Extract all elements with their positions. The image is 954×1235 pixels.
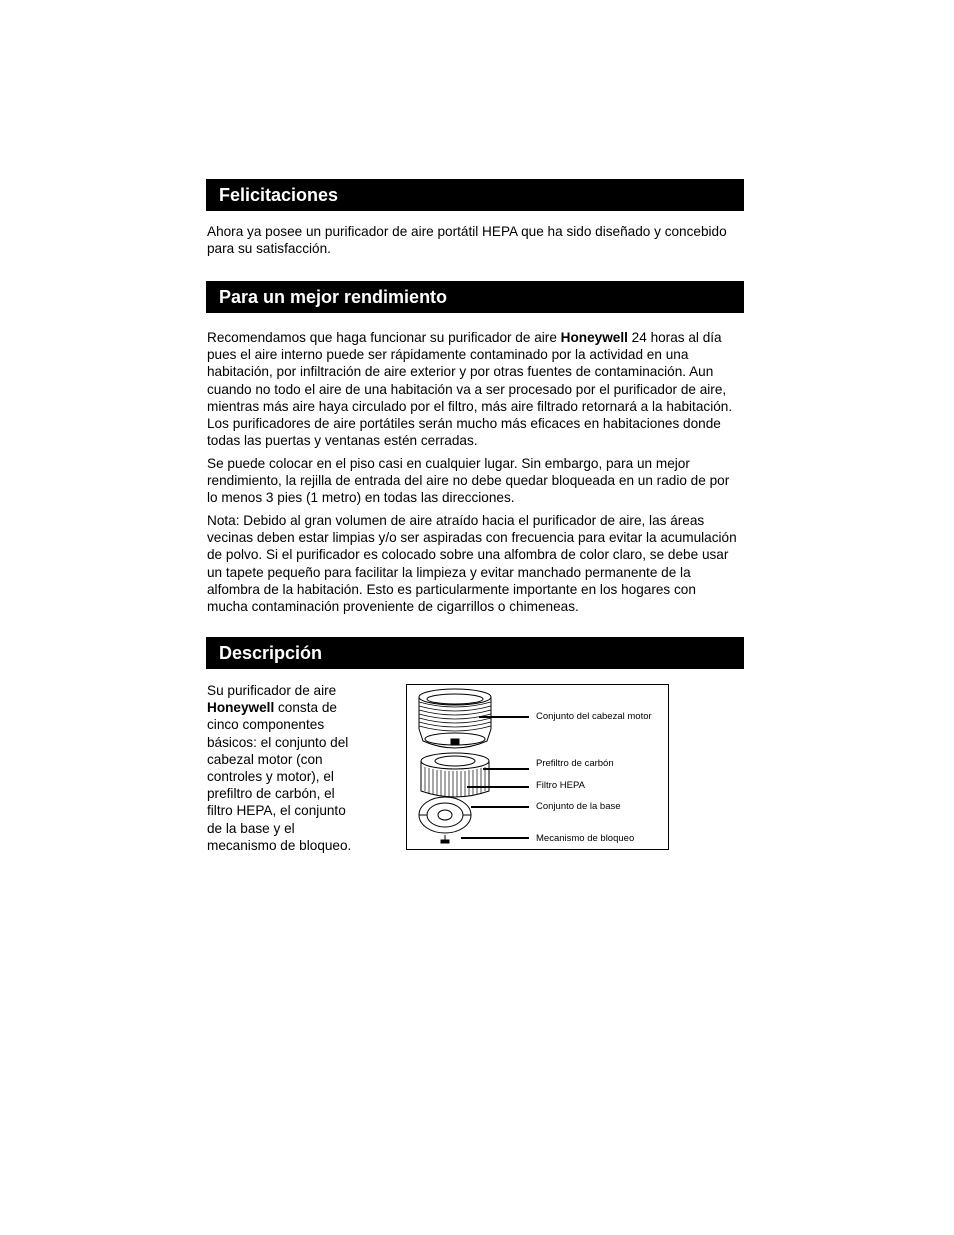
leader-line-lock xyxy=(461,837,529,839)
performance-paragraph-2: Se puede colocar en el piso casi en cualquier lugar. Sin embargo, para un mejor rendimiento, la rejilla de entrada del aire no debe quedar bloqueada en un radio de por lo menos 3 pies (1 metro) en todas las direcciones. xyxy=(207,456,730,506)
performance-p1-post: 24 horas al día pues el aire interno puede ser rápidamente contaminado por la actividad en una habitación, por infiltración de aire exterior y por otras fuentes de contaminación. Aun cuando no todo el aire de una habitación va a ser procesado por el purificador de aire, mientras más aire haya circulado por el filtro, más aire filtrado retornará a la habitación. Los purificadores de aire portátiles serán mucho más eficaces en habitaciones donde todas las puertas y ventanas estén cerradas. xyxy=(207,330,733,449)
filter-drawing xyxy=(421,753,489,797)
label-carbon-prefilter: Prefiltro de carbón xyxy=(536,758,614,769)
leader-line-carbon-prefilter xyxy=(483,768,529,770)
label-motor-head: Conjunto del cabezal motor xyxy=(536,711,652,722)
section-header-description: Descripción xyxy=(206,637,744,669)
lock-drawing xyxy=(441,835,449,843)
label-base: Conjunto de la base xyxy=(536,801,621,812)
purifier-exploded-illustration xyxy=(407,685,527,849)
brand-name: Honeywell xyxy=(207,700,275,716)
base-drawing xyxy=(419,797,471,833)
description-text xyxy=(207,682,357,854)
section-header-performance: Para un mejor rendimiento xyxy=(206,281,744,313)
leader-line-hepa-filter xyxy=(467,786,529,788)
label-hepa-filter: Filtro HEPA xyxy=(536,780,585,791)
description-post: consta de cinco componentes básicos: el conjunto del cabezal motor (con controles y motor), el prefiltro de carbón, el filtro HEPA, el conjunto de la base y el mecanismo de bloqueo. xyxy=(207,700,352,853)
performance-note: Nota: Debido al gran volumen de aire atraído hacia el purificador de aire, las áreas vecinas deben estar limpias y/o ser aspiradas con frecuencia para evitar la acumulación de polvo. Si el purificador es colocado sobre una alfombra de color claro, se debe usar un tapete pequeño para facilitar la limpieza y evitar manchado permanente de la alfombra de la habitación. Esto es particularmente importante en los hogares con mucha contaminación proveniente de cigarrillos o chimeneas. xyxy=(207,513,737,615)
brand-name: Honeywell xyxy=(560,330,628,345)
leader-line-motor-head xyxy=(479,716,529,718)
performance-paragraph-1 xyxy=(207,329,737,449)
congratulations-text: Ahora ya posee un purificador de aire portátil HEPA que ha sido diseñado y concebido para su satisfacción. xyxy=(207,224,727,257)
leader-line-base xyxy=(471,806,529,808)
description-pre: Su purificador de aire xyxy=(207,683,337,698)
section-header-congratulations: Felicitaciones xyxy=(206,179,744,211)
component-diagram xyxy=(406,684,669,850)
performance-p1-pre: Recomendamos que haga funcionar su purificador de aire xyxy=(207,330,561,345)
motor-head-drawing xyxy=(419,689,491,748)
label-lock-mechanism: Mecanismo de bloqueo xyxy=(536,833,635,844)
